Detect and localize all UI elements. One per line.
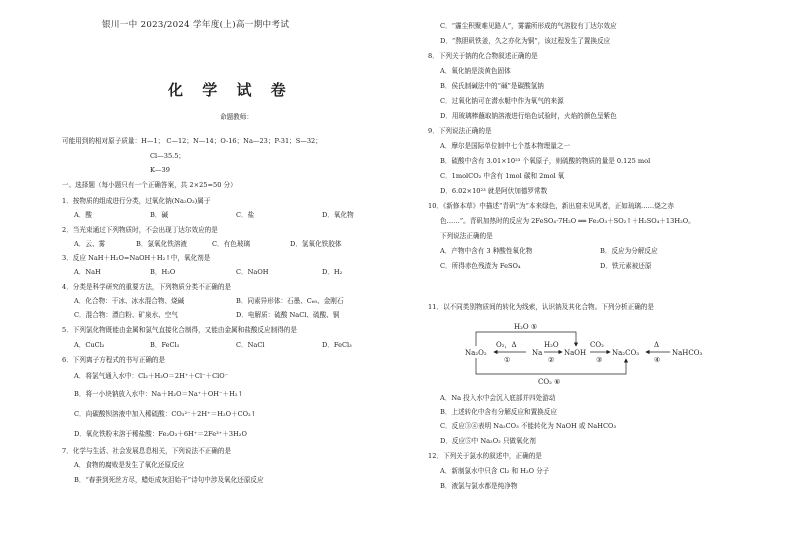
option: A．将氯气通入水中：Cl₂＋H₂O＝2H⁺＋Cl⁻＋ClO⁻ [74,372,229,380]
question-2: 2．当光束通过下列物质时，不会出现丁达尔效应的是 [62,226,218,234]
option: D．反应⑤中 Na₂O₂ 只做氧化剂 [440,437,536,445]
edge-label-6: CO₂ ⑥ [538,378,561,386]
option: D．氧化铁粉末溶于稀盐酸：Fe₂O₃＋6H⁺＝2Fe³⁺＋3H₂O [74,430,247,438]
node-na: Na [532,349,543,357]
option: A．氧化钠是淡黄色固体 [440,67,511,75]
atomic-masses: 可能用到的相对原子质量：H—1； C—12；N—14；O-16；Na—23；P-31；S—32； [62,137,322,145]
question-4: 4．分类是科学研究的重要方法，下列物质分类不正确的是 [62,283,232,291]
edge-label-5: H₂O ⑤ [514,323,538,331]
edge-num-4: ④ [654,356,661,364]
section-heading: 一、选择题（每小题只有一个正确答案，共 2×25=50 分） [62,181,237,189]
option: C．有色玻璃 [212,240,251,248]
option: C．过氧化钠可在潜水艇中作为氧气的来源 [440,97,564,105]
option: A．NaH [74,268,101,276]
option: C．NaOH [236,268,269,276]
option: A．摩尔是国际单位制中七个基本物理量之一 [440,142,571,150]
option: C．所得赤色残渣为 FeSO₄ [440,262,521,270]
option: B．硫酸中含有 3.01×10²³ 个氧原子，则硫酸的物质的量是 0.125 mol [440,157,651,165]
option: A．CuCl₂ [74,341,105,349]
option: D．FeCl₃ [322,341,352,349]
question-10-line3: 下列说法正确的是 [440,232,493,240]
option: B．碱 [150,211,169,219]
edge-num-3: ③ [596,356,603,364]
option: C．混合物：漂白粉、矿泉水、空气 [74,311,178,319]
option: D．氢氧化铁胶体 [290,240,342,248]
option: A．云、雾 [74,240,106,248]
question-9: 9．下列说法正确的是 [428,127,492,135]
edge-label-3: CO₂ [590,341,604,349]
question-3: 3．反应 NaH＋H₂O=NaOH＋H₂↑中，氧化剂是 [62,254,211,262]
paper-title: 化 学 试 卷 [168,81,293,99]
option: B．反应为分解反应 [600,247,658,255]
option: C．向碳酸钡溶液中加入稀硫酸：CO₃²⁻＋2H⁺＝H₂O＋CO₂↑ [74,410,257,418]
option: B．氯氧化铁溶液 [136,240,188,248]
node-nahco3: NaHCO₃ [672,349,703,357]
node-na2o2: Na₂O₂ [465,349,487,357]
option: B．“春蚕到死丝方尽，蜡炬成灰泪始干”诗句中涉及氧化还原反应 [74,476,264,484]
option: D．6.02×10²³ 就是阿伏加德罗常数 [440,187,548,195]
option: D．氧化物 [322,211,354,219]
edge-label-4: Δ [654,341,660,349]
option: D．“熬胆矾铁釜，久之亦化为铜”，该过程发生了置换反应 [440,37,611,45]
option: D．电解质：硫酸 NaCl、硫酸、铜 [236,311,340,319]
option: A．食物的腐败是发生了氧化还原反应 [74,461,185,469]
edge-label-2: H₂O [544,341,559,349]
option: D．用玻璃棒蘸取钠溶液进行焰色试验时，火焰的颜色呈紫色 [440,112,617,120]
edge-num-2: ② [548,356,555,364]
atomic-masses-cl: Cl—35.5； [150,152,186,160]
option: B．侯氏制碱法中的“碱”是碳酸氢钠 [440,82,544,90]
proposer: 命题教师： [220,113,253,121]
option: D．铁元素被还原 [600,262,652,270]
question-12: 12．下列关于氯水的叙述中，正确的是 [428,452,542,460]
sodium-conversion-diagram [460,318,710,390]
arrow-5 [476,332,576,346]
question-5: 5．下列氯化物既能由金属和氯气直接化合制得，又能由金属和盐酸反应制得的是 [62,326,297,334]
question-10-line2: 色……”。青矾加热时的反应为 2FeSO₄·7H₂O ══ Fe₂O₃＋SO₂↑＋H₂SO₄＋13H₂O。 [440,217,695,225]
question-10: 10．《新修本草》中描述“青矾”为“本来绿色，新出窟未见风者，正如琉璃……烧之赤 [428,202,674,210]
option: B．上述转化中含有分解反应和置换反应 [440,408,557,416]
question-7: 7．化学与生活、社会发展息息相关，下列说法不正确的是 [62,447,232,455]
option: C．1molCO₂ 中含有 1mol 碳和 2mol 氧 [440,172,565,180]
option: A．新制氯水中只含 Cl₂ 和 H₂O 分子 [440,467,550,475]
option: A．化合物：干冰、冰水混合物、烧碱 [74,297,185,305]
option: B．将一小块钠放入水中：Na＋H₂O＝Na⁺＋OH⁻＋H₂↑ [74,390,243,398]
question-8: 8．下列关于钠的化合物叙述正确的是 [428,52,538,60]
option: B．液氯与氯水都是纯净物 [440,482,518,490]
option: B．FeCl₂ [150,341,180,349]
question-6: 6．下列离子方程式的书写正确的是 [62,356,166,364]
atomic-masses-k: K—39 [150,166,170,174]
edge-num-1: ① [504,356,511,364]
question-1: 1．按物质的组成进行分类，过氧化钠(Na₂O₂)属于 [62,197,211,205]
option: A．产物中含有 3 种酸性氧化物 [440,247,533,255]
option: C．NaCl [236,341,265,349]
question-11: 11．以不同类别物质间的转化为线索，认识钠及其化合物。下列分析正确的是 [428,303,654,311]
option: B．同素异形体：石墨、C₆₀、金刚石 [236,297,344,305]
node-naoh: NaOH [564,349,587,357]
option: C．“霾尘积聚难见路人”，雾霾所形成的气溶胶有丁达尔效应 [440,22,617,30]
option: D．H₂ [322,268,343,276]
option: C．反应③④表明 Na₂CO₃ 不能转化为 NaOH 或 NaHCO₃ [440,422,617,430]
node-na2co3: Na₂CO₃ [612,349,640,357]
option: B．H₂O [150,268,176,276]
school-line: 银川一中 2023/2024 学年度(上)高一期中考试 [102,20,290,30]
edge-label-1: O₂，Δ [496,341,517,349]
option: C．盐 [236,211,255,219]
option: A．Na 投入水中会沉入底部并四处游动 [440,394,556,402]
option: A．酸 [74,211,92,219]
